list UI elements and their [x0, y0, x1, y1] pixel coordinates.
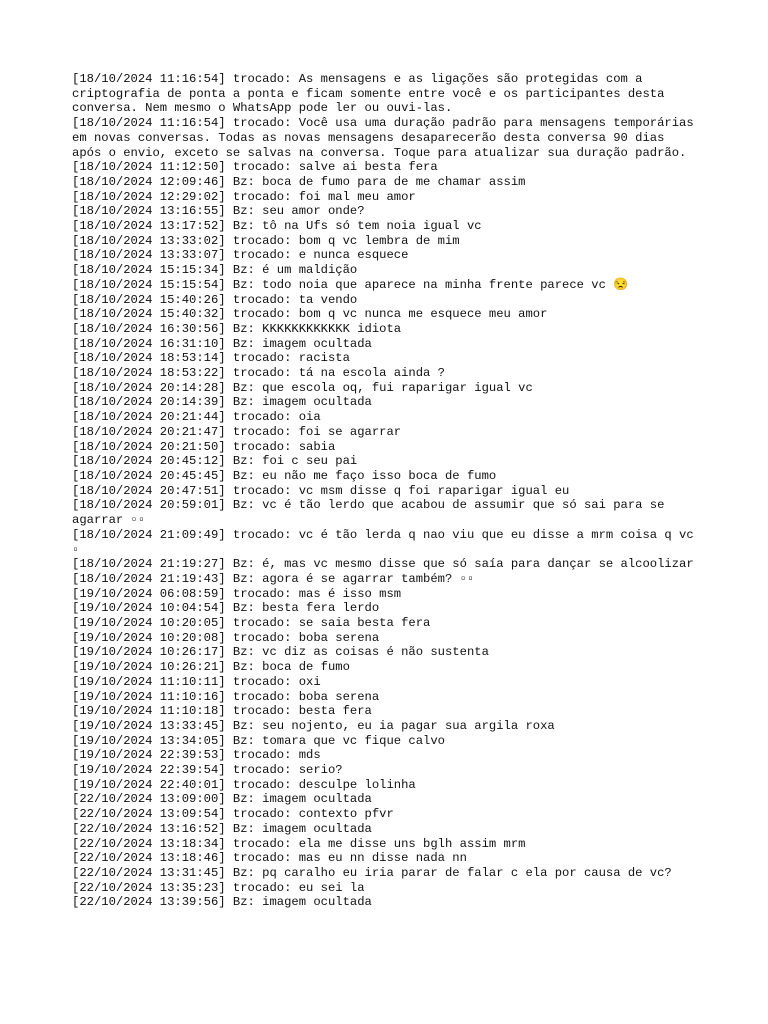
chat-message: [22/10/2024 13:39:56] Bz: imagem ocultada	[72, 895, 372, 910]
chat-message: [18/10/2024 11:16:54] trocado: As mensagens e as ligações são protegidas com a criptografia de ponta a ponta e ficam somente entre você e os participantes desta conversa. Nem mesmo o WhatsApp pode ler ou ouvi-las.	[72, 72, 672, 116]
chat-message: [18/10/2024 16:30:56] Bz: KKKKKKKKKKKK idiota	[72, 321, 402, 336]
chat-message: [18/10/2024 20:14:28] Bz: que escola oq, fui raparigar igual vc	[72, 380, 533, 395]
chat-message: [18/10/2024 20:47:51] trocado: vc msm disse q foi raparigar igual eu	[72, 483, 570, 498]
chat-message: [18/10/2024 15:40:32] trocado: bom q vc nunca me esquece meu amor	[72, 307, 548, 322]
chat-message: [18/10/2024 20:21:47] trocado: foi se agarrar	[72, 424, 402, 439]
chat-message: [18/10/2024 20:21:50] trocado: sabia	[72, 439, 336, 454]
chat-message: [18/10/2024 20:21:44] trocado: oia	[72, 410, 321, 425]
chat-message: [18/10/2024 21:19:27] Bz: é, mas vc mesmo disse que só saía para dançar se alcoolizar	[72, 557, 694, 572]
chat-message: [19/10/2024 10:26:21] Bz: boca de fumo	[72, 660, 350, 675]
chat-message: [22/10/2024 13:18:34] trocado: ela me disse uns bglh assim mrm	[72, 836, 526, 851]
chat-message: [18/10/2024 15:40:26] trocado: ta vendo	[72, 292, 358, 307]
chat-message: [19/10/2024 10:26:17] Bz: vc diz as coisas é não sustenta	[72, 645, 489, 660]
chat-message: [18/10/2024 12:29:02] trocado: foi mal meu amor	[72, 189, 416, 204]
chat-message: [19/10/2024 10:20:05] trocado: se saia besta fera	[72, 616, 431, 631]
chat-message: [18/10/2024 18:53:22] trocado: tá na escola ainda ?	[72, 366, 445, 381]
chat-message: [19/10/2024 22:39:53] trocado: mds	[72, 748, 321, 763]
chat-message: [18/10/2024 16:31:10] Bz: imagem ocultada	[72, 336, 372, 351]
chat-message: [19/10/2024 11:10:11] trocado: oxi	[72, 674, 321, 689]
chat-log	[72, 72, 701, 910]
chat-message: [18/10/2024 18:53:14] trocado: racista	[72, 351, 350, 366]
chat-message: [18/10/2024 12:09:46] Bz: boca de fumo para de me chamar assim	[72, 174, 526, 189]
chat-message: [22/10/2024 13:16:52] Bz: imagem ocultada	[72, 821, 372, 836]
chat-message: [19/10/2024 06:08:59] trocado: mas é isso msm	[72, 586, 402, 601]
chat-message: [18/10/2024 20:14:39] Bz: imagem ocultada	[72, 395, 372, 410]
chat-message: [18/10/2024 20:45:45] Bz: eu não me faço isso boca de fumo	[72, 468, 497, 483]
chat-message: [22/10/2024 13:35:23] trocado: eu sei la	[72, 880, 365, 895]
chat-message: [18/10/2024 13:33:02] trocado: bom q vc lembra de mim	[72, 233, 460, 248]
chat-message: [18/10/2024 15:15:34] Bz: é um maldição	[72, 263, 358, 278]
chat-message: [19/10/2024 10:04:54] Bz: besta fera lerdo	[72, 601, 380, 616]
chat-message: [19/10/2024 10:20:08] trocado: boba serena	[72, 630, 380, 645]
chat-message: [19/10/2024 22:40:01] trocado: desculpe lolinha	[72, 777, 416, 792]
chat-message: [18/10/2024 13:16:55] Bz: seu amor onde?	[72, 204, 365, 219]
chat-message: [18/10/2024 20:45:12] Bz: foi c seu pai	[72, 454, 358, 469]
chat-message: [22/10/2024 13:18:46] trocado: mas eu nn disse nada nn	[72, 851, 467, 866]
chat-message: [18/10/2024 20:59:01] Bz: vc é tão lerdo que acabou de assumir que só sai para se agarrar ▫▫	[72, 498, 672, 528]
chat-message: [22/10/2024 13:31:45] Bz: pq caralho eu iria parar de falar c ela por causa de vc?	[72, 865, 672, 880]
chat-message: [19/10/2024 13:34:05] Bz: tomara que vc fique calvo	[72, 733, 445, 748]
chat-message: [18/10/2024 15:15:54] Bz: todo noia que aparece na minha frente parece vc 😒	[72, 277, 629, 292]
chat-message: [19/10/2024 11:10:18] trocado: besta fera	[72, 704, 372, 719]
chat-message: [19/10/2024 11:10:16] trocado: boba serena	[72, 689, 380, 704]
chat-message: [19/10/2024 22:39:54] trocado: serio?	[72, 763, 343, 778]
chat-message: [18/10/2024 13:33:07] trocado: e nunca esquece	[72, 248, 409, 263]
chat-message: [18/10/2024 21:09:49] trocado: vc é tão lerda q nao viu que eu disse a mrm coisa q vc ▫	[72, 527, 701, 557]
chat-message: [18/10/2024 21:19:43] Bz: agora é se agarrar também? ▫▫	[72, 571, 475, 586]
chat-message: [22/10/2024 13:09:00] Bz: imagem ocultada	[72, 792, 372, 807]
chat-message: [18/10/2024 11:12:50] trocado: salve ai besta fera	[72, 160, 438, 175]
chat-message: [18/10/2024 11:16:54] trocado: Você usa uma duração padrão para mensagens temporárias em novas conversas. Todas as novas mensagens desaparecerão desta conversa 90 dias após o envio, exceto se salvas na conversa. Toque para atualizar sua duração padrão.	[72, 116, 701, 160]
chat-message: [19/10/2024 13:33:45] Bz: seu nojento, eu ia pagar sua argila roxa	[72, 718, 555, 733]
chat-message: [22/10/2024 13:09:54] trocado: contexto pfvr	[72, 807, 394, 822]
chat-message: [18/10/2024 13:17:52] Bz: tô na Ufs só tem noia igual vc	[72, 219, 482, 234]
